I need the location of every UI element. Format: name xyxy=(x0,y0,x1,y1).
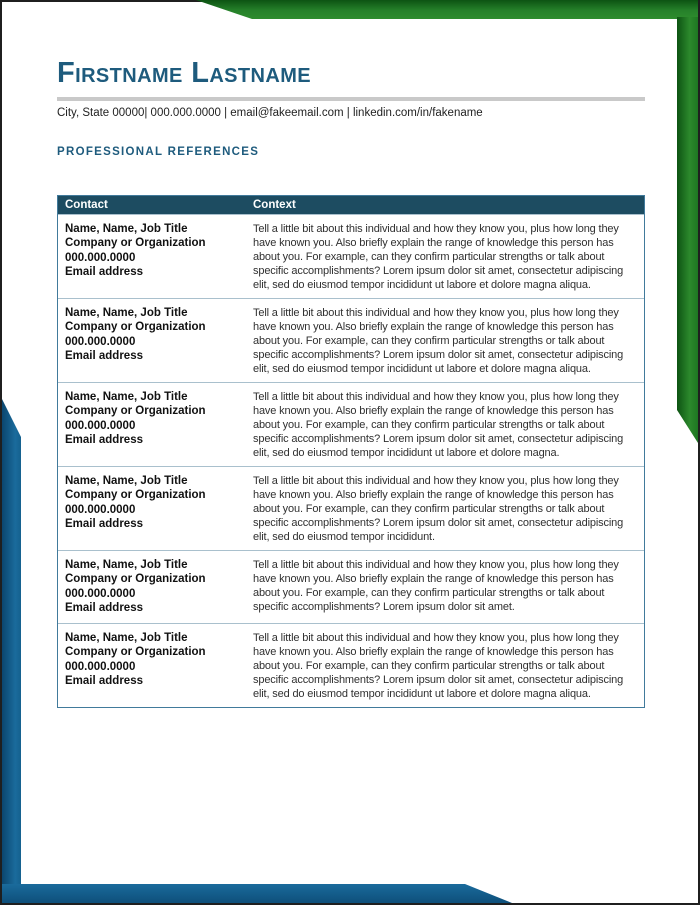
section-heading: PROFESSIONAL REFERENCES xyxy=(57,146,260,158)
context-cell: Tell a little bit about this individual and how they know you, plus how long they have known you. Also briefly explain the range of knowledge this person has about you. For example, can they confirm particular strengths or talk about specific accomplishments? Lorem ipsum dolor sit amet, consectetur adipiscing elit, sed do eiusmod tempor incididunt ut labore et dolore magna aliqua. xyxy=(253,307,624,376)
contact-info-line: City, State 00000| 000.000.0000 | email@fakeemail.com | linkedin.com/in/fakename xyxy=(57,107,483,119)
contact-line: Email address xyxy=(65,675,143,688)
contact-line: Email address xyxy=(65,602,143,615)
title-divider xyxy=(57,97,645,101)
column-header-context: Context xyxy=(253,199,296,211)
contact-line: 000.000.0000 xyxy=(65,251,136,264)
table-row xyxy=(58,466,644,550)
contact-cell xyxy=(58,551,253,623)
contact-line: 000.000.0000 xyxy=(65,419,136,432)
context-cell: Tell a little bit about this individual and how they know you, plus how long they have known you. Also briefly explain the range of knowledge this person has about you. For example, can they confirm particular strengths or talk about specific accomplishments? Lorem ipsum dolor sit amet. xyxy=(253,559,619,614)
contact-line: Email address xyxy=(65,434,143,447)
table-row xyxy=(58,623,644,707)
context-cell: Tell a little bit about this individual and how they know you, plus how long they have known you. Also briefly explain the range of knowledge this person has about you. For example, can they confirm particular strengths or talk about specific accomplishments? Lorem ipsum dolor sit amet, consectetur adipiscing elit, sed do eiusmod tempor incididunt. xyxy=(253,475,624,544)
table-row xyxy=(58,550,644,623)
contact-line: Company or Organization xyxy=(65,489,206,502)
page-title: Firstname Lastname xyxy=(57,57,312,89)
table-row xyxy=(58,214,644,298)
contact-line: Name, Name, Job Title xyxy=(65,559,188,571)
contact-line: Company or Organization xyxy=(65,237,206,250)
contact-line: Name, Name, Job Title xyxy=(65,223,188,235)
contact-cell xyxy=(58,299,253,382)
contact-line: Email address xyxy=(65,350,143,363)
contact-line: 000.000.0000 xyxy=(65,660,136,673)
blue-corner-ribbon-bottom xyxy=(2,884,512,903)
contact-line: Name, Name, Job Title xyxy=(65,632,188,644)
table-body xyxy=(58,214,644,707)
column-header-contact: Contact xyxy=(65,199,108,211)
contact-cell xyxy=(58,383,253,466)
contact-line: Email address xyxy=(65,266,143,279)
contact-line: Name, Name, Job Title xyxy=(65,391,188,403)
green-corner-ribbon-top xyxy=(190,0,698,19)
contact-line: Name, Name, Job Title xyxy=(65,307,188,319)
contact-line: Company or Organization xyxy=(65,573,206,586)
context-cell: Tell a little bit about this individual and how they know you, plus how long they have known you. Also briefly explain the range of knowledge this person has about you. For example, can they confirm particular strengths or talk about specific accomplishments? Lorem ipsum dolor sit amet, consectetur adipiscing elit, sed do eiusmod tempor incididunt ut labore et dolore magna. xyxy=(253,391,624,460)
green-corner-ribbon-right xyxy=(677,17,698,443)
context-cell: Tell a little bit about this individual and how they know you, plus how long they have known you. Also briefly explain the range of knowledge this person has about you. For example, can they confirm particular strengths or talk about specific accomplishments? Lorem ipsum dolor sit amet, consectetur adipiscing elit, sed do eiusmod tempor incididunt ut labore et dolore magna aliqua. xyxy=(253,223,624,292)
table-row xyxy=(58,298,644,382)
contact-line: Company or Organization xyxy=(65,321,206,334)
table-header-row xyxy=(58,196,644,214)
contact-line: 000.000.0000 xyxy=(65,587,136,600)
contact-line: 000.000.0000 xyxy=(65,503,136,516)
context-cell: Tell a little bit about this individual and how they know you, plus how long they have known you. Also briefly explain the range of knowledge this person has about you. For example, can they confirm particular strengths or talk about specific accomplishments? Lorem ipsum dolor sit amet, consectetur adipiscing elit, sed do eiusmod tempor incididunt ut labore et dolore magna aliqua. xyxy=(253,632,624,701)
contact-line: 000.000.0000 xyxy=(65,335,136,348)
contact-cell xyxy=(58,624,253,707)
table-row xyxy=(58,382,644,466)
contact-line: Name, Name, Job Title xyxy=(65,475,188,487)
contact-line: Email address xyxy=(65,518,143,531)
contact-cell xyxy=(58,215,253,298)
contact-cell xyxy=(58,467,253,550)
blue-corner-ribbon-left xyxy=(2,399,21,903)
contact-line: Company or Organization xyxy=(65,646,206,659)
references-table xyxy=(57,195,645,708)
contact-line: Company or Organization xyxy=(65,405,206,418)
